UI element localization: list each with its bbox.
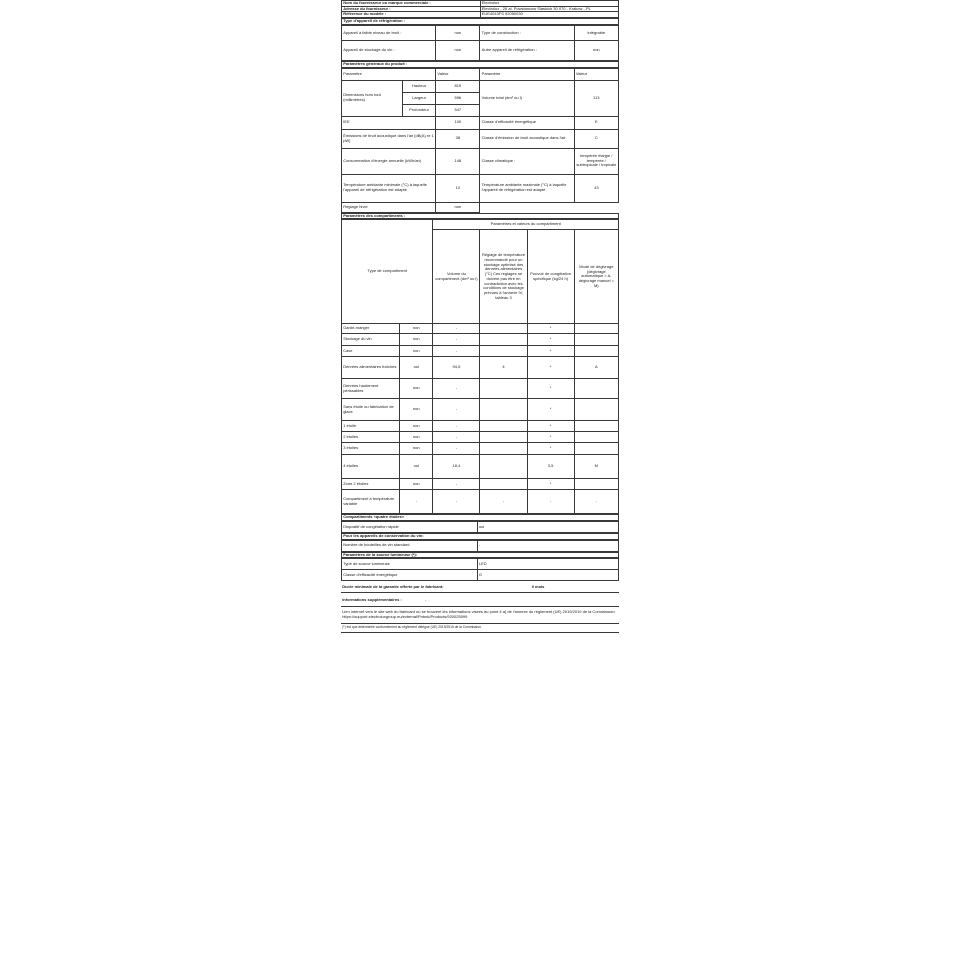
- compartment-temp: [480, 443, 527, 455]
- light-type-value: LED: [477, 559, 618, 570]
- compartment-name: Compartiment à température variable: [342, 490, 400, 514]
- compartment-temp: -: [480, 490, 527, 514]
- compartment-freezing: 3,5: [527, 455, 574, 479]
- defrost-header: Mode de dégivrage (dégivrage automatique = A, dégivrage manuel = M): [574, 230, 618, 324]
- compartment-defrost: M: [574, 455, 618, 479]
- temperature-header: Réglage de température recommandé pour un stockage optimisé des denrées alimentaires (°C) Ces réglages ne doivent pas être en contradiction avec les conditions de stockage prévues à l'annexe IV, tableau 3: [480, 230, 527, 324]
- compartment-defrost: -: [574, 490, 618, 514]
- compartment-temp: [480, 334, 527, 346]
- compartment-name: 3 étoiles: [342, 443, 400, 455]
- warranty-value: 0 mois: [531, 584, 545, 590]
- freezing-header: Pouvoir de congélation spécifique (kg/24 h): [527, 230, 574, 324]
- compartment-temp: [480, 399, 527, 421]
- compartment-present: non: [400, 479, 433, 490]
- compartment-freezing: *: [527, 432, 574, 443]
- compartment-name: Garde-manger: [342, 324, 400, 334]
- param-value: 148: [436, 148, 480, 174]
- col-header: Paramètre: [480, 68, 574, 80]
- supplier-label: Nom du fournisseur ou marque commerciale :: [342, 1, 481, 7]
- table-row: [342, 379, 619, 399]
- compartment-present: non: [400, 324, 433, 334]
- table-row: [342, 399, 619, 421]
- table-row: [342, 479, 619, 490]
- compartment-name: Sans étoile ou fabrication de glace: [342, 399, 400, 421]
- param-value: E: [574, 116, 618, 129]
- compartment-volume: -: [433, 379, 480, 399]
- compartment-name: 2 étoiles: [342, 432, 400, 443]
- compartment-name: Stockage du vin: [342, 334, 400, 346]
- extra-value: -: [424, 596, 427, 602]
- compartment-volume: -: [433, 334, 480, 346]
- param-label: Classe d'émission de bruit acoustique dans l'air: [480, 129, 574, 148]
- compartment-temp: [480, 455, 527, 479]
- compartment-freezing: -: [527, 490, 574, 514]
- compartment-present: non: [400, 443, 433, 455]
- compartment-freezing: *: [527, 421, 574, 432]
- compartment-defrost: [574, 324, 618, 334]
- footnote: (*) est que déterminée conformément au règlement délégué (UE) 2019/2015 de la Commission.: [341, 624, 619, 633]
- compartment-present: non: [400, 421, 433, 432]
- type-table: [341, 25, 619, 61]
- fast-freeze-label: Dispositif de congélation rapide: [342, 522, 478, 533]
- compartment-temp: [480, 324, 527, 334]
- type-label: Type de construction :: [480, 25, 574, 40]
- compartment-name: Denrées alimentaires fraîches: [342, 357, 400, 379]
- table-row: [342, 357, 619, 379]
- table-row: [342, 421, 619, 432]
- type-label: Appareil de stockage du vin :: [342, 40, 436, 60]
- dim-value: 819: [436, 80, 480, 92]
- volume-label: Volume total (dm³ ou l): [480, 80, 574, 116]
- dim-name: Profondeur: [402, 104, 435, 116]
- group-header: Paramètres et valeurs du compartiment: [433, 220, 619, 230]
- section-title: Pour les appareils de conservation du vin:: [342, 534, 619, 540]
- compartment-freezing: *: [527, 479, 574, 490]
- compartment-freezing: *: [527, 443, 574, 455]
- col-header: Valeur: [436, 68, 480, 80]
- dim-value: 547: [436, 104, 480, 116]
- warranty-label: Durée minimale de la garantie offerte par le fabricant:: [342, 584, 444, 590]
- compartment-freezing: *: [527, 324, 574, 334]
- col-header: Valeur: [574, 68, 618, 80]
- compartment-volume: -: [433, 490, 480, 514]
- table-row: [342, 443, 619, 455]
- section-title: Type d'appareil de réfrigération :: [342, 19, 619, 25]
- compartment-name: 1 étoile: [342, 421, 400, 432]
- param-label: Classe climatique :: [480, 148, 574, 174]
- energy-info-sheet: [341, 0, 619, 633]
- compartment-defrost: [574, 346, 618, 357]
- compartment-defrost: [574, 479, 618, 490]
- table-row: [342, 432, 619, 443]
- light-class-value: G: [477, 570, 618, 581]
- compartment-volume: -: [433, 346, 480, 357]
- param-value: 38: [436, 129, 480, 148]
- light-type-label: Type de source lumineuse: [342, 559, 478, 570]
- winter-label: Réglage hiver: [342, 202, 436, 212]
- param-label: Classe d'efficacité énergétique: [480, 116, 574, 129]
- col-header: Paramètre: [342, 68, 436, 80]
- general-table: [341, 68, 619, 213]
- compartment-present: non: [400, 334, 433, 346]
- compartments-section: [341, 213, 619, 220]
- compartment-temp: [480, 479, 527, 490]
- compartment-defrost: [574, 379, 618, 399]
- compartment-present: oui: [400, 357, 433, 379]
- compartment-present: non: [400, 346, 433, 357]
- volume-value: 113: [574, 80, 618, 116]
- compartment-defrost: A: [574, 357, 618, 379]
- compartment-freezing: *: [527, 379, 574, 399]
- compartment-volume: -: [433, 479, 480, 490]
- section-title: Paramètres généraux du produit :: [342, 61, 619, 67]
- model-value: EUE4043FS 92050030: [480, 12, 619, 18]
- param-label: Émissions de bruit acoustique dans l'air [dB(A) re 1 pW]: [342, 129, 436, 148]
- compartment-freezing: *: [527, 334, 574, 346]
- volume-header: Volume du compartiment (dm³ ou l): [433, 230, 480, 324]
- param-label: Température ambiante maximale (°C) à laquelle l'appareil de réfrigération est adapté: [480, 174, 574, 202]
- dim-value: 596: [436, 92, 480, 104]
- four-star-section: [341, 514, 619, 521]
- compartment-freezing: *: [527, 346, 574, 357]
- compartment-present: oui: [400, 455, 433, 479]
- compartment-volume: -: [433, 399, 480, 421]
- compartment-temp: 4: [480, 357, 527, 379]
- compartment-present: non: [400, 432, 433, 443]
- param-value: 10: [436, 174, 480, 202]
- table-row: [342, 490, 619, 514]
- bottles-value: -: [477, 540, 618, 551]
- param-label: IEE: [342, 116, 436, 129]
- compartment-volume: -: [433, 443, 480, 455]
- model-label: Référence du modèle :: [342, 12, 481, 18]
- address-label: Adresse du fournisseur :: [342, 6, 481, 12]
- warranty-row: [341, 584, 619, 592]
- winter-value: non: [436, 202, 480, 212]
- compartment-present: non: [400, 399, 433, 421]
- compartment-freezing: *: [527, 357, 574, 379]
- param-value: 100: [436, 116, 480, 129]
- light-class-label: Classe d'efficacité énergétique: [342, 570, 478, 581]
- table-row: [342, 334, 619, 346]
- general-section: [341, 61, 619, 68]
- table-row: [342, 324, 619, 334]
- address-value: Electrolux - 26 al. Powstancow Slaskich 30 070 - Krakow - PL: [480, 6, 619, 12]
- compartment-defrost: [574, 421, 618, 432]
- bottles-label: Nombre de bouteilles de vin standard: [342, 540, 478, 551]
- compartment-defrost: [574, 399, 618, 421]
- compartment-present: -: [400, 490, 433, 514]
- compartments-table: [341, 219, 619, 514]
- light-section: [341, 552, 619, 559]
- compartment-temp: [480, 421, 527, 432]
- compartment-name: 4 étoiles: [342, 455, 400, 479]
- dim-name: Largeur: [402, 92, 435, 104]
- web-link-text: Lien internet vers le site web du fabricant où se trouvent les informations visées au point 4 a) de l'annexe du règlement (UE) 2019/2019 de la Commission: https://support.electroluxgroup.eu/external/Pnbnk/Products/920025099: [341, 607, 619, 623]
- wine-table: [341, 540, 619, 552]
- type-label: Appareil à faible niveau de bruit :: [342, 25, 436, 40]
- param-value: C: [574, 129, 618, 148]
- compartment-volume: -: [433, 421, 480, 432]
- compartment-name: Denrées hautement périssables: [342, 379, 400, 399]
- compartment-temp: [480, 432, 527, 443]
- param-value: tempérée élargie / tempérée / subtropicale / tropicale: [574, 148, 618, 174]
- type-value: non: [574, 40, 618, 60]
- four-star-table: [341, 521, 619, 533]
- wine-section: [341, 533, 619, 540]
- type-value: non: [436, 40, 480, 60]
- compartment-volume: 94,5: [433, 357, 480, 379]
- table-row: [342, 455, 619, 479]
- param-label: Température ambiante minimale (°C) à laquelle l'appareil de réfrigération est adapté: [342, 174, 436, 202]
- dim-name: Hauteur: [402, 80, 435, 92]
- table-row: [342, 346, 619, 357]
- dimensions-label: Dimensions hors tout (millimètres): [342, 80, 403, 116]
- type-label: Autre appareil de réfrigération :: [480, 40, 574, 60]
- extra-label: Informations supplémentaires :: [342, 596, 402, 602]
- type-value: non: [436, 25, 480, 40]
- compartment-temp: [480, 346, 527, 357]
- supplier-table: [341, 0, 619, 18]
- type-header: Type de compartiment: [342, 220, 433, 324]
- param-label: Consommation d'énergie annuelle (kWh/an): [342, 148, 436, 174]
- fast-freeze-value: oui: [477, 522, 618, 533]
- type-section: [341, 18, 619, 25]
- compartment-defrost: [574, 432, 618, 443]
- type-value: intégrable: [574, 25, 618, 40]
- compartment-volume: 18,4: [433, 455, 480, 479]
- compartment-freezing: *: [527, 399, 574, 421]
- compartment-temp: [480, 379, 527, 399]
- param-value: 43: [574, 174, 618, 202]
- compartment-name: Zone 2 étoiles: [342, 479, 400, 490]
- compartment-defrost: [574, 443, 618, 455]
- section-title: Paramètres de la source lumineuse (*):: [342, 552, 619, 558]
- light-table: [341, 558, 619, 581]
- section-title: Compartiments «quatre étoiles»: [342, 515, 619, 521]
- compartment-defrost: [574, 334, 618, 346]
- compartment-volume: -: [433, 324, 480, 334]
- supplier-value: Electrolux: [480, 1, 619, 7]
- compartment-volume: -: [433, 432, 480, 443]
- compartment-present: non: [400, 379, 433, 399]
- compartment-name: Cave: [342, 346, 400, 357]
- section-title: Paramètres des compartiments :: [342, 213, 619, 219]
